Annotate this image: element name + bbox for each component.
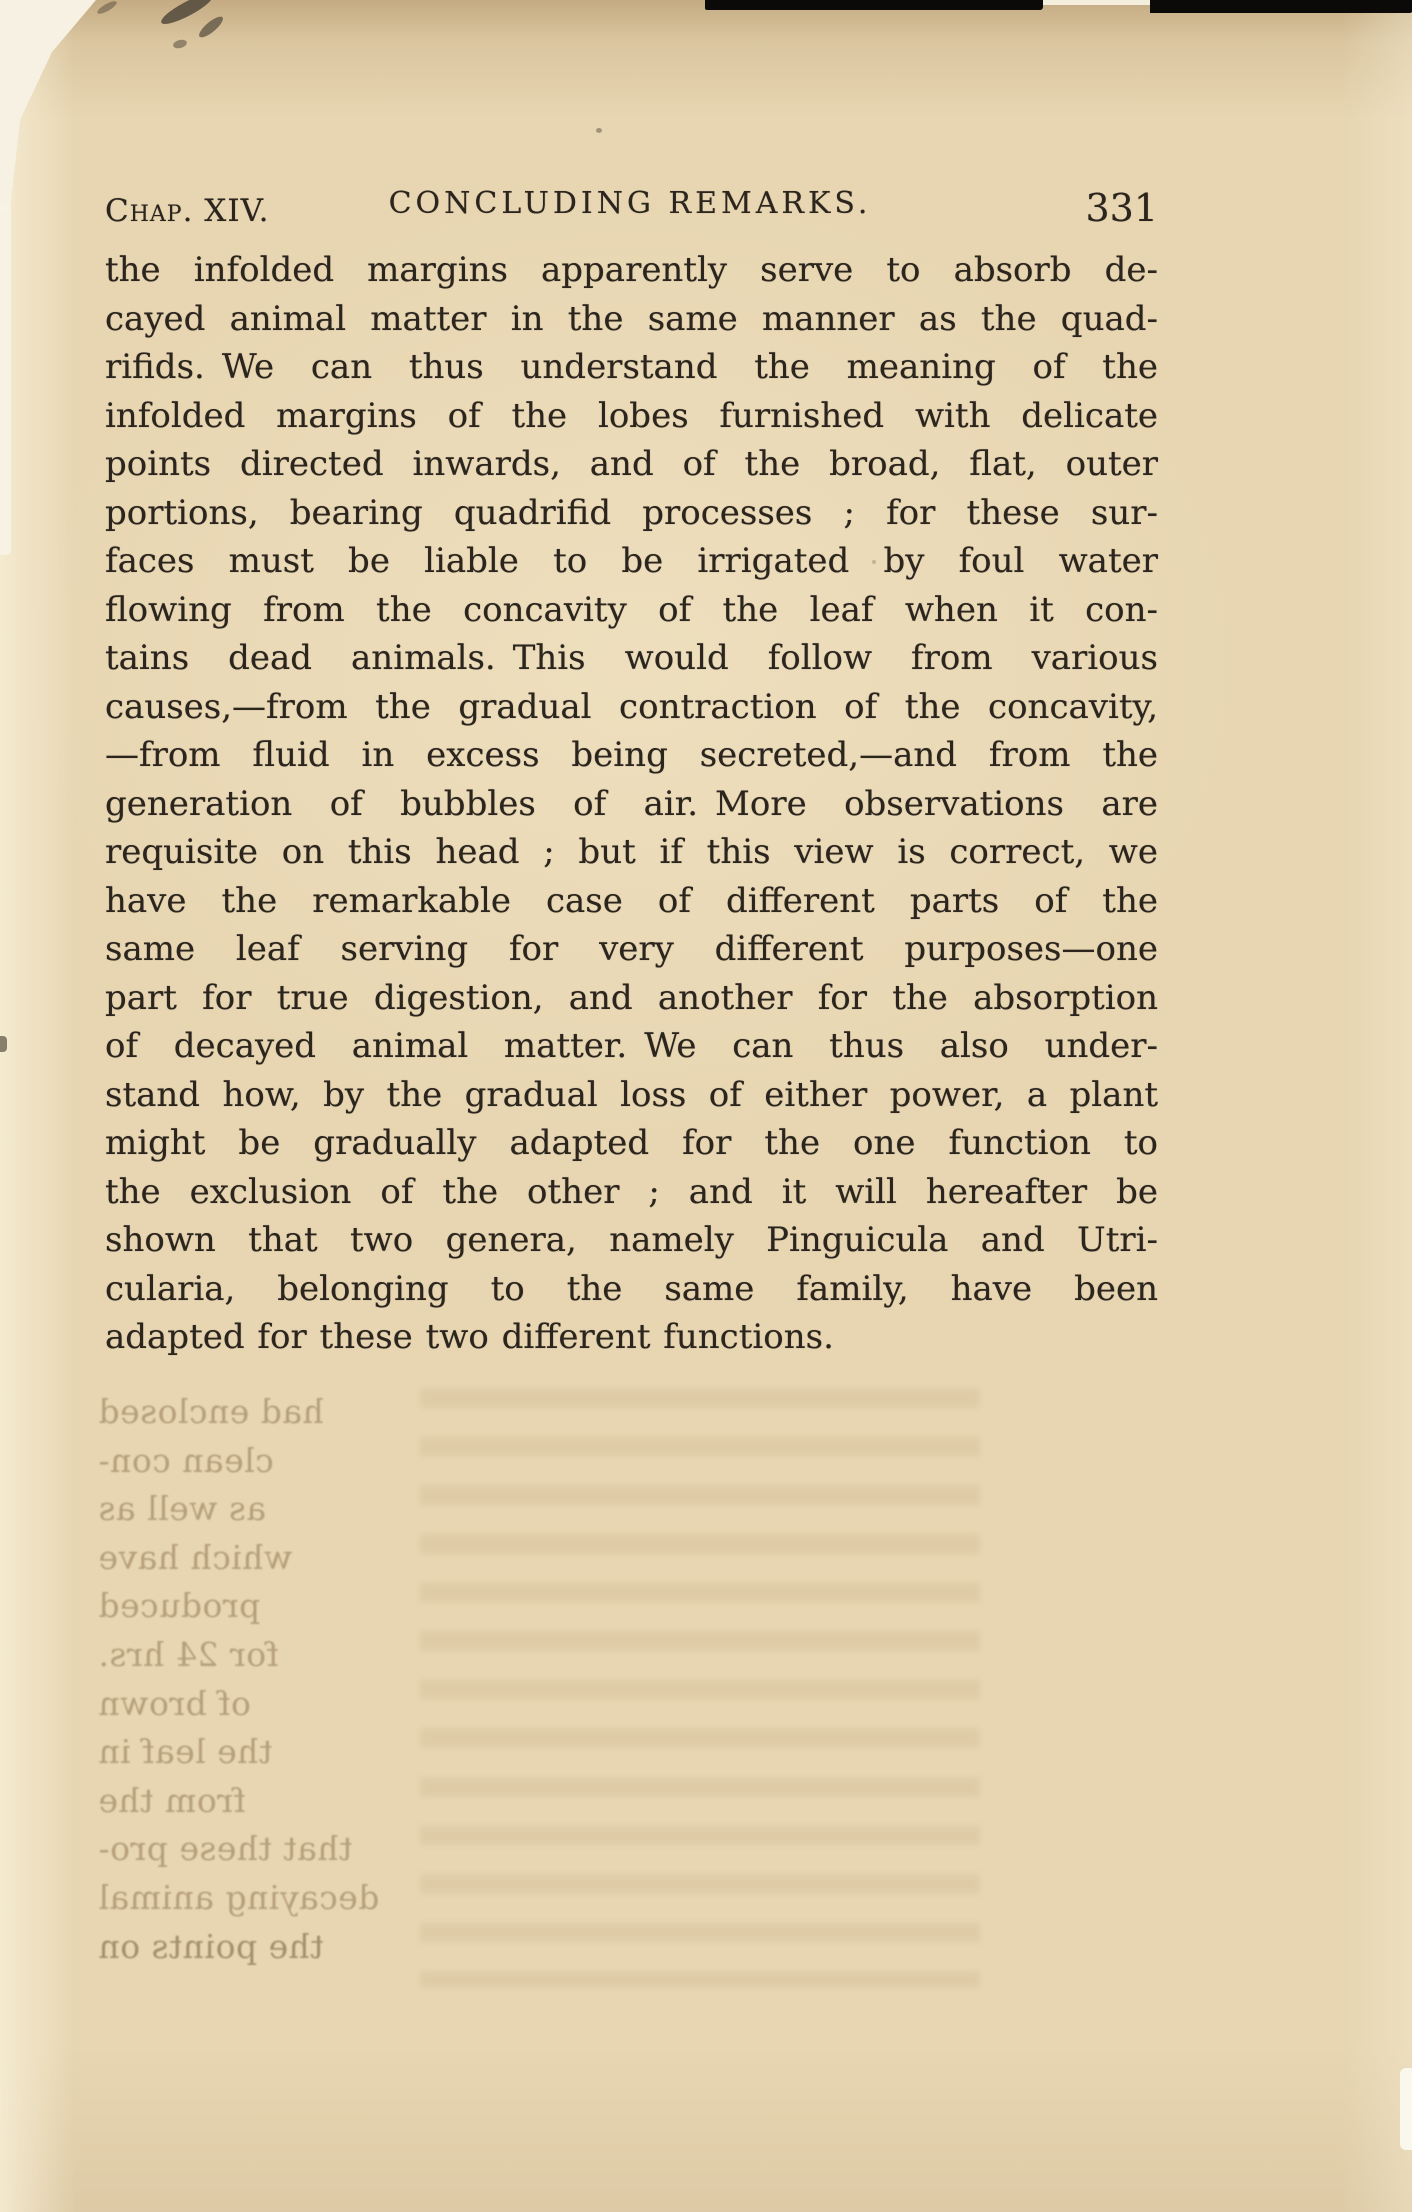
text-line: requisite on this head ; but if this view is correct, we [105, 832, 1158, 872]
bleedthrough-line: the leaf in [98, 1732, 273, 1772]
text-line: points directed inwards, and of the broad, flat, outer [105, 444, 1158, 484]
text-line: portions, bearing quadrifid processes ; for these sur- [105, 492, 1158, 533]
bleedthrough-line: from the [98, 1780, 246, 1820]
bleedthrough-line: had enclosed [98, 1392, 324, 1431]
text-line: cayed animal matter in the same manner as the quad- [105, 298, 1158, 339]
tear-mark [172, 38, 188, 49]
page-number: 331 [1085, 186, 1158, 230]
text-line: have the remarkable case of different parts of the [105, 880, 1158, 921]
text-line: generation of bubbles of air. More observations are [105, 783, 1158, 824]
text-line: of decayed animal matter. We can thus also under- [105, 1026, 1158, 1066]
torn-corner [0, 0, 270, 210]
bleedthrough-line: decaying animal [98, 1877, 380, 1917]
page-header [105, 186, 1158, 230]
text-line: causes,—from the gradual contraction of the concavity, [105, 686, 1158, 727]
text-line: shown that two genera, namely Pinguicula and Utri- [105, 1220, 1158, 1260]
text-line: tains dead animals. This would follow from various [105, 638, 1158, 678]
text-line: rifids. We can thus understand the meaning of the [105, 347, 1158, 387]
tear-mark [196, 14, 225, 41]
bleedthrough-line: produced [98, 1586, 261, 1626]
scan-edge-bar-left [705, 0, 1043, 10]
bleedthrough-haze [420, 1388, 980, 1988]
page-edge-sliver [1400, 2068, 1412, 2150]
bleedthrough-line: the points on [98, 1926, 324, 1966]
bleedthrough-line: as well as [98, 1489, 267, 1529]
text-line: adapted for these two different functions. [105, 1317, 834, 1357]
text-line: same leaf serving for very different purposes—one [105, 929, 1158, 969]
text-line: —from fluid in excess being secreted,—and from the [105, 735, 1158, 775]
bleedthrough-line: clean con- [98, 1440, 274, 1480]
bleedthrough-line: that these pro- [98, 1829, 353, 1869]
text-line: infolded margins of the lobes furnished with delicate [105, 395, 1158, 436]
text-line: the infolded margins apparently serve to absorb de- [105, 250, 1158, 290]
text-line: stand how, by the gradual loss of either power, a plant [105, 1074, 1158, 1115]
running-title: CONCLUDING REMARKS. [388, 186, 872, 221]
text-line: cularia, belonging to the same family, have been [105, 1268, 1158, 1309]
bleedthrough-line: for 24 hrs. [98, 1634, 279, 1674]
text-line: flowing from the concavity of the leaf when it con- [105, 589, 1158, 630]
page-edge-sliver [0, 205, 11, 556]
tear-mark [96, 0, 119, 16]
text-line: might be gradually adapted for the one function to [105, 1123, 1158, 1163]
text-line: faces must be liable to be irrigated by foul water [105, 541, 1158, 581]
scan-edge-bar-right [1150, 0, 1412, 13]
text-line: the exclusion of the other ; and it will hereafter be [105, 1171, 1158, 1212]
body-paragraph [105, 246, 1158, 1362]
text-line: part for true digestion, and another for the absorption [105, 977, 1158, 1018]
chapter-label: Chap. XIV. [105, 193, 270, 229]
bleedthrough-line: of brown [98, 1683, 251, 1723]
ink-speck [0, 1036, 7, 1052]
bleedthrough-line: which have [98, 1537, 293, 1577]
scan-edge-notch [1040, 0, 1152, 5]
ink-speck [596, 128, 602, 133]
